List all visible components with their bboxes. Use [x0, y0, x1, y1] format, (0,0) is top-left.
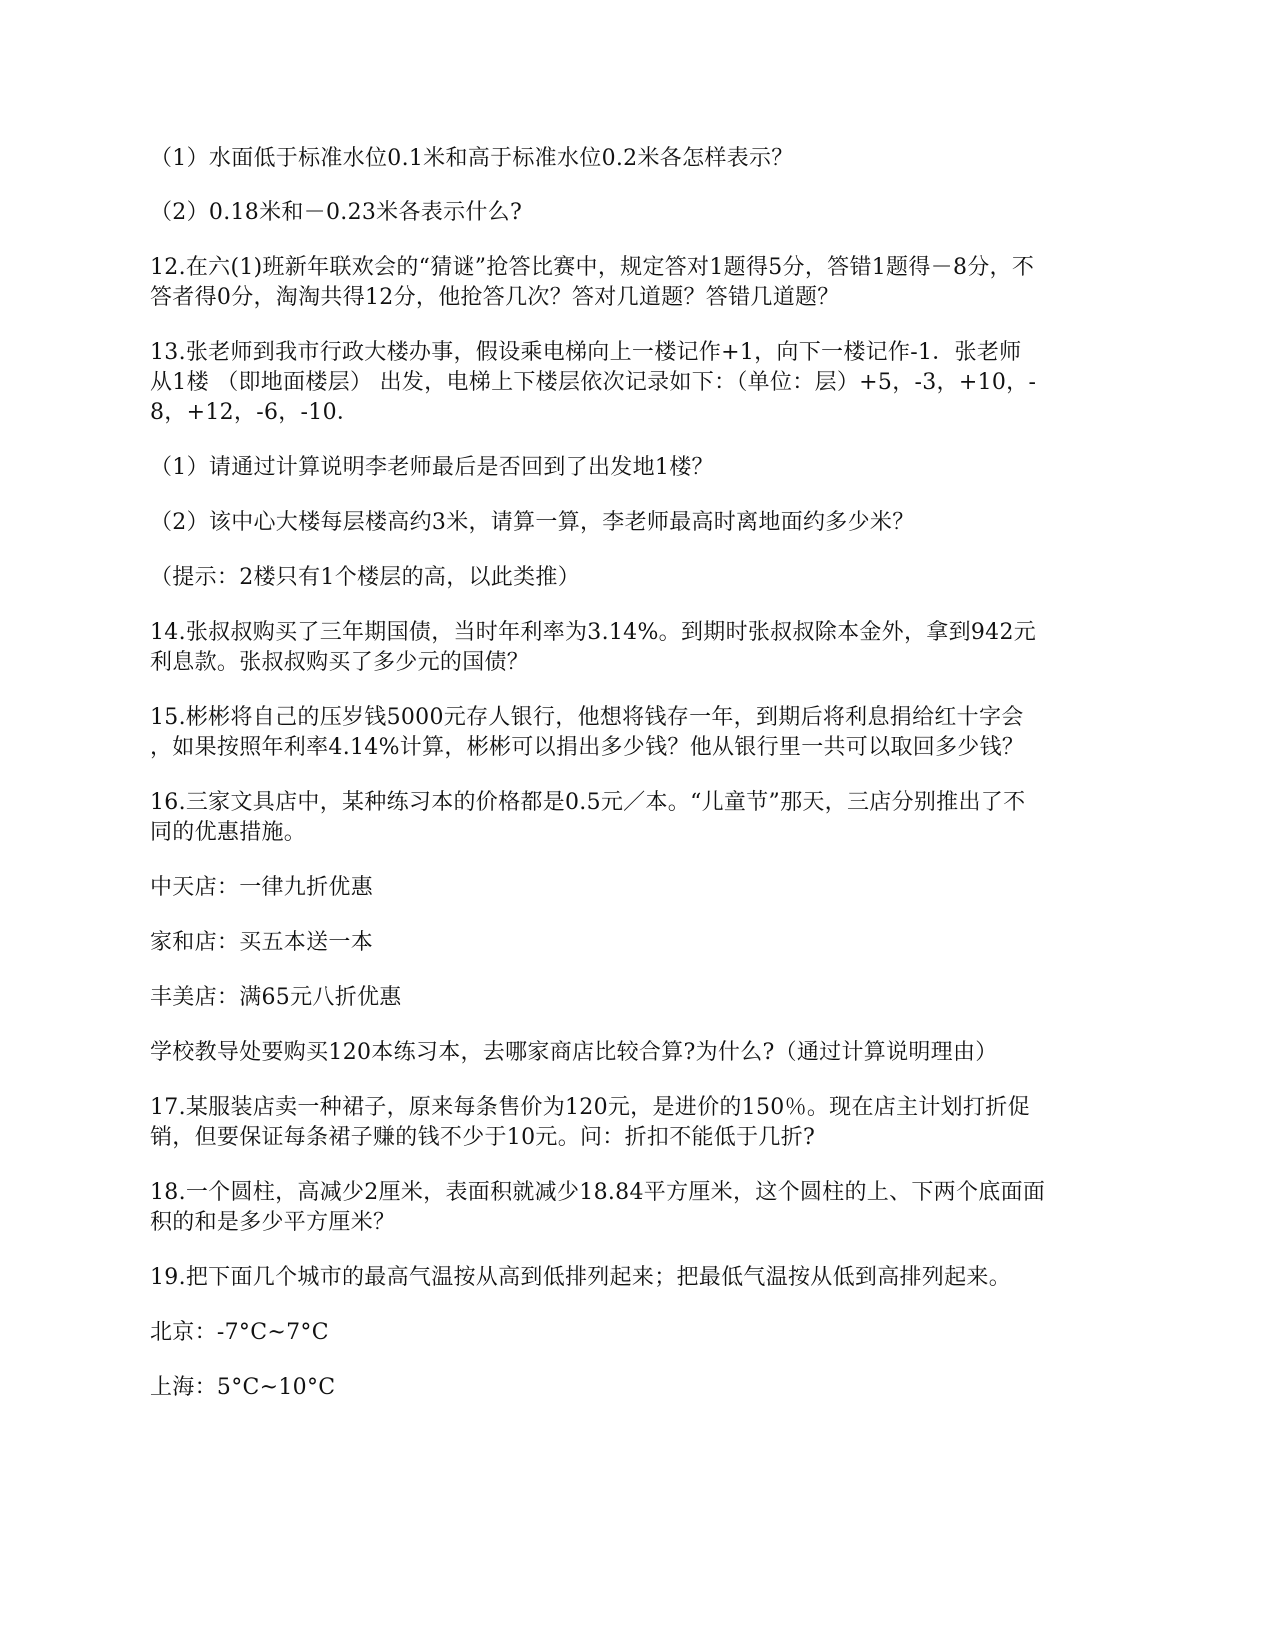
text-line: 利息款。张叔叔购买了多少元的国债？: [150, 650, 530, 675]
text-line: 18.一个圆柱，高减少2厘米，表面积就减少18.84平方厘米，这个圆柱的上、下两个底面面: [150, 1180, 1046, 1205]
text-line: 13.张老师到我市行政大楼办事，假设乘电梯向上一楼记作+1，向下一楼记作-1．张老师: [150, 340, 1022, 365]
text-line: （1）水面低于标准水位0.1米和高于标准水位0.2米各怎样表示？: [150, 146, 794, 171]
text-line: （2）0.18米和－0.23米各表示什么?: [150, 200, 523, 225]
text-line: （1）请通过计算说明李老师最后是否回到了出发地1楼？: [150, 455, 714, 480]
text-line: 同的优惠措施。: [150, 820, 307, 845]
text-line: 丰美店：满65元八折优惠: [150, 985, 402, 1010]
text-line: 销，但要保证每条裙子赚的钱不少于10元。问：折扣不能低于几折?: [150, 1125, 816, 1150]
text-line: 上海：5°C~10°C: [150, 1375, 336, 1400]
text-line: 14.张叔叔购买了三年期国债，当时年利率为3.14%。到期时张叔叔除本金外，拿到942元: [150, 620, 1037, 645]
text-line: 8，+12，-6，-10．: [150, 400, 360, 425]
text-line: 19.把下面几个城市的最高气温按从高到低排列起来；把最低气温按从低到高排列起来。: [150, 1265, 1011, 1290]
text-line: （提示：2楼只有1个楼层的高，以此类推）: [150, 565, 580, 590]
text-line: 积的和是多少平方厘米？: [150, 1210, 396, 1235]
text-line: 学校教导处要购买120本练习本，去哪家商店比较合算?为什么?（通过计算说明理由）: [150, 1040, 998, 1065]
text-line: 12.在六(1)班新年联欢会的“猜谜”抢答比赛中，规定答对1题得5分，答错1题得－8分，不: [150, 255, 1035, 280]
text-line: 家和店：买五本送一本: [150, 930, 374, 955]
text-line: ，如果按照年利率4.14%计算，彬彬可以捐出多少钱？他从银行里一共可以取回多少钱？: [150, 735, 1025, 760]
text-line: 17.某服装店卖一种裙子，原来每条售价为120元，是进价的150％。现在店主计划打折促: [150, 1095, 1030, 1120]
text-line: 北京：-7°C~7°C: [150, 1320, 329, 1345]
text-line: 16.三家文具店中，某种练习本的价格都是0.5元／本。“儿童节”那天，三店分别推出了不: [150, 790, 1026, 815]
text-line: 答者得0分，淘淘共得12分，他抢答几次？答对几道题？答错几道题？: [150, 285, 840, 310]
text-line: （2）该中心大楼每层楼高约3米，请算一算，李老师最高时离地面约多少米？: [150, 510, 915, 535]
text-line: 从1楼 （即地面楼层） 出发，电梯上下楼层依次记录如下：（单位：层）+5，-3，+10，-: [150, 370, 1037, 395]
text-line: 15.彬彬将自己的压岁钱5000元存人银行，他想将钱存一年，到期后将利息捐给红十字会: [150, 705, 1024, 730]
text-line: 中天店：一律九折优惠: [150, 875, 374, 900]
